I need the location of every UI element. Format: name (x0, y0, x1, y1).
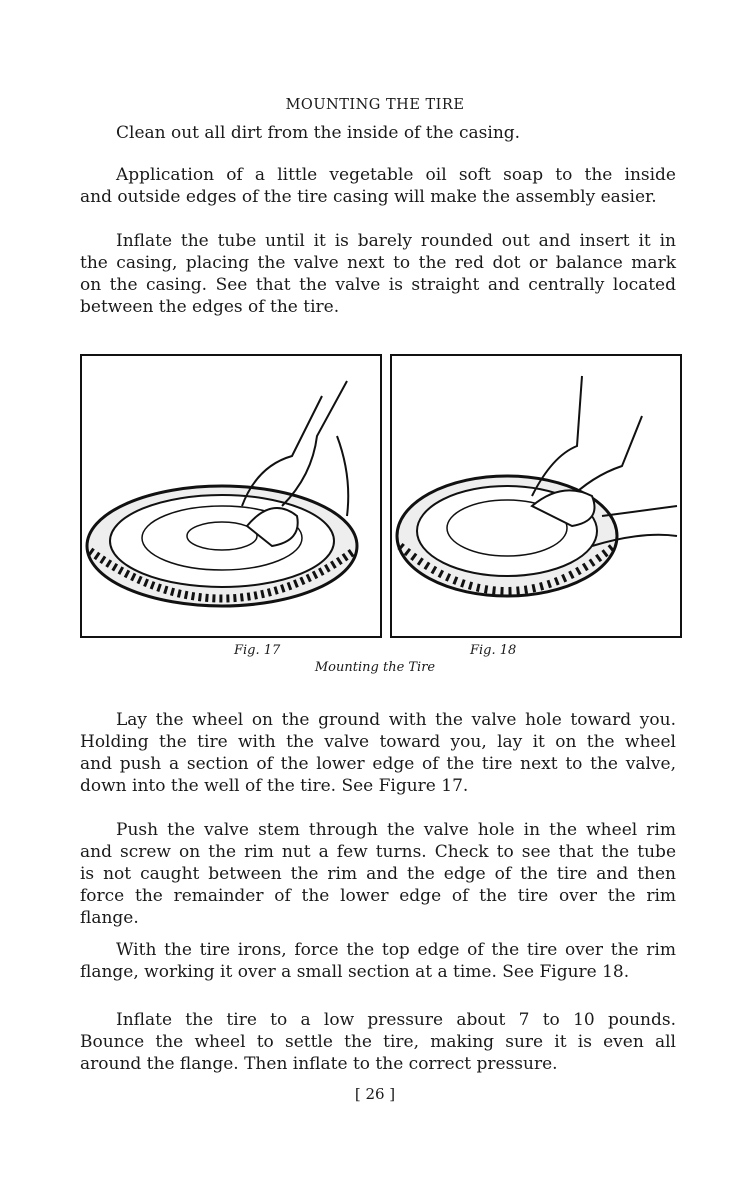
paragraph (80, 709, 676, 797)
figure-17-illustration (80, 354, 382, 638)
paragraph (80, 230, 676, 318)
text-line: flange, working it over a small section at a time. See Figure 18. (80, 962, 630, 982)
text-line: around the flange. Then inflate to the correct pressure. (80, 1054, 558, 1074)
text-line: Inflate the tube until it is barely rounded out and insert it in (116, 231, 676, 251)
text-line: is not caught between the rim and the edge of the tire and then (80, 864, 676, 884)
tire-mounting-drawing-18 (392, 356, 680, 636)
text-line: Application of a little vegetable oil soft soap to the inside (116, 165, 676, 185)
text-line: flange. (80, 908, 139, 928)
text-line: Clean out all dirt from the inside of the casing. (116, 123, 521, 143)
paragraph (80, 939, 676, 983)
text-line: between the edges of the tire. (80, 297, 340, 317)
paragraph (80, 1009, 676, 1075)
text-line: Lay the wheel on the ground with the valve hole toward you. (116, 710, 676, 730)
text-line: and outside edges of the tire casing will make the assembly easier. (80, 187, 657, 207)
text-line: Holding the tire with the valve toward you, lay it on the wheel (80, 732, 676, 752)
text-line: the casing, placing the valve next to the red dot or balance mark (80, 253, 676, 273)
text-line: Bounce the wheel to settle the tire, making sure it is even all (80, 1032, 676, 1052)
page-heading: MOUNTING THE TIRE (285, 97, 465, 113)
paragraph (80, 164, 676, 208)
text-line: Inflate the tire to a low pressure about 7 to 10 pounds. (116, 1010, 676, 1030)
figure-17-label: Fig. 17 (234, 643, 281, 658)
figure-18-illustration (390, 354, 682, 638)
text-line: and screw on the rim nut a few turns. Check to see that the tube (80, 842, 676, 862)
text-line: on the casing. See that the valve is straight and centrally located (80, 275, 676, 295)
figure-18-label: Fig. 18 (470, 643, 517, 658)
text-line: Push the valve stem through the valve hole in the wheel rim (116, 820, 676, 840)
paragraph (80, 819, 676, 929)
tire-mounting-drawing-17 (82, 356, 380, 636)
paragraph (80, 122, 676, 144)
text-line: down into the well of the tire. See Figure 17. (80, 776, 469, 796)
text-line: With the tire irons, force the top edge of the tire over the rim (116, 940, 676, 960)
page-number: [ 26 ] (354, 1085, 396, 1103)
text-line: and push a section of the lower edge of the tire next to the valve, (80, 754, 676, 774)
text-line: force the remainder of the lower edge of the tire over the rim (80, 886, 676, 906)
figure-caption: Mounting the Tire (314, 660, 436, 675)
